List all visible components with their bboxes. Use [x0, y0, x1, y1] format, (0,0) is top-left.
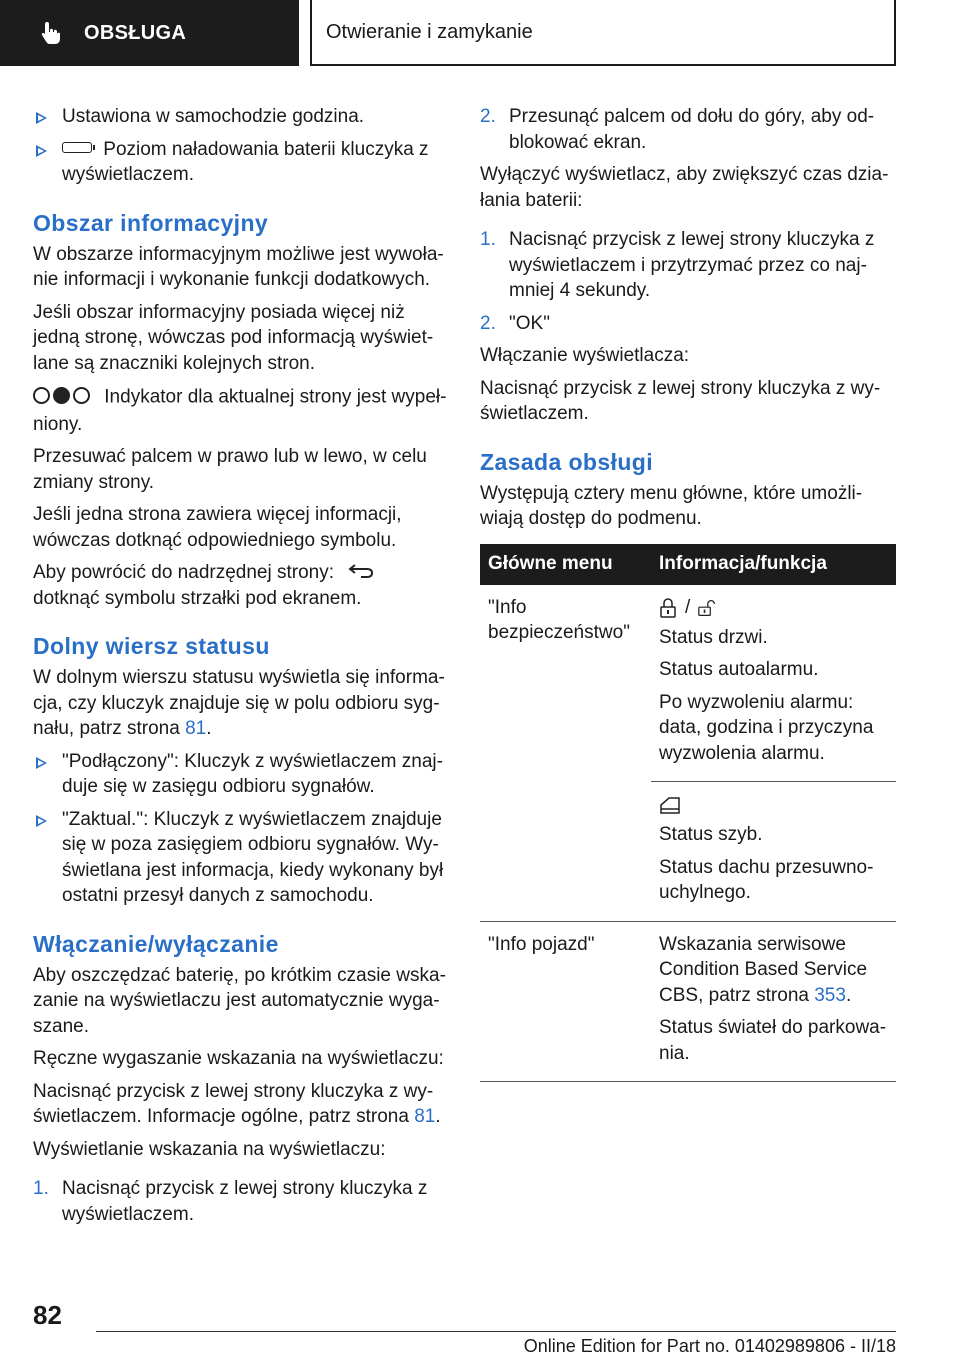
paragraph: Wyświetlanie wskazania na wyświetlaczu:: [33, 1138, 386, 1160]
footer-edition: Online Edition for Part no. 01402989806 - II/18: [523, 1336, 896, 1356]
heading-on-off: Włączanie/wyłączanie: [33, 930, 279, 957]
triangle-bullet-icon: [36, 112, 47, 124]
paragraph: Włączanie wyświetlacza:: [480, 345, 690, 366]
paragraph: Nacisnąć przycisk z lewej strony kluczyka z wyświetlaczem.: [480, 377, 881, 424]
hand-pointer-icon: [38, 20, 64, 46]
heading-principle: Zasada obsługi: [480, 448, 654, 475]
heading-info-area: Obszar informacyjny: [33, 209, 269, 236]
battery-icon: [62, 142, 92, 153]
page-number: 82: [33, 1300, 62, 1330]
heading-status-line: Dolny wiersz statusu: [33, 633, 270, 659]
table-cell: "Info bezpieczeństwo": [480, 585, 651, 922]
paragraph: W dolnym wierszu statusu wyświetla się informacja, czy kluczyk znajduje się w polu odbioru sygnału, patrz strona 81.: [33, 667, 445, 739]
chapter-tab: [310, 0, 896, 66]
table-header-menu: Główne menu: [480, 544, 651, 585]
paragraph: Występują cztery menu główne, które umożliwiają dostęp do podmenu.: [480, 482, 863, 529]
list-item: 2. Przesunąć palcem od dołu do góry, aby odblokować ekran.: [480, 106, 875, 153]
back-arrow-icon: [347, 563, 375, 579]
page-link[interactable]: 353: [814, 984, 846, 1006]
list-item: 1. Nacisnąć przycisk z lewej strony kluczyka z wyświetlaczem.: [33, 1178, 428, 1225]
chapter-title: Otwieranie i zamykanie: [326, 20, 533, 43]
list-item: 1. Nacisnąć przycisk z lewej strony kluczyka z wyświetlaczem i przytrzymać przez co najmniej 4 sekundy.: [480, 229, 875, 301]
table-row: [480, 921, 896, 1082]
table-cell: Wskazania serwisowe Condition Based Service CBS, patrz strona 353. Status świateł do parkowania.: [651, 921, 896, 1082]
footer-divider: [96, 1331, 896, 1332]
paragraph: Jeśli obszar informacyjny posiada więcej niż jedną stronę, wówczas pod informacją wyświetlane są znaczniki kolejnych stron.: [33, 301, 434, 374]
table-cell: / Status drzwi. Status autoalarmu. Po wyzwoleniu alarmu: data, godzina i przyczyna wyzwolenia alarmu.: [651, 585, 896, 782]
lock-open-icon: [698, 598, 716, 618]
triangle-bullet-icon: [36, 757, 47, 769]
paragraph: W obszarze informacyjnym możliwe jest wywołanie informacji i wykonanie funkcji dodatkowych.: [33, 243, 444, 290]
triangle-bullet-icon: [36, 145, 47, 157]
page-link[interactable]: 81: [185, 718, 207, 739]
table-row: [480, 585, 896, 782]
right-column: [480, 104, 896, 1082]
paragraph: Aby powrócić do nadrzędnej strony: dotknąć symbolu strzałki pod ekranem.: [33, 560, 448, 611]
list-item: 2. "OK": [480, 312, 550, 334]
paragraph: Przesuwać palcem w prawo lub w lewo, w celu zmiany strony.: [33, 446, 427, 493]
table-cell: Status szyb. Status dachu przesuwno-uchylnego.: [651, 782, 896, 922]
table-header-info: Informacja/funkcja: [651, 544, 896, 585]
paragraph: Indykator dla aktualnej strony jest wypełniony.: [33, 383, 448, 437]
menu-table: [480, 544, 896, 1083]
paragraph: Aby oszczędzać baterię, po krótkim czasie wskazanie na wyświetlaczu jest automatycznie wygaszane.: [33, 964, 446, 1037]
left-column: [33, 104, 448, 1234]
list-item: "Podłączony": Kluczyk z wyświetlaczem znajduje się w zasięgu odbioru sygnałów.: [33, 749, 448, 800]
list-item: Ustawiona w samochodzie godzina.: [33, 104, 448, 130]
list-item: "Zaktual.": Kluczyk z wyświetlaczem znajduje się w poza zasięgiem odbioru sygnałów. Wyświetlana jest informacja, kiedy wykonany był ostatni przesył danych z samochodu.: [33, 807, 448, 909]
lock-closed-icon: [659, 598, 677, 618]
section-tab: [0, 0, 299, 66]
paragraph: Wyłączyć wyświetlacz, aby zwiększyć czas działania baterii:: [480, 164, 889, 211]
list-item: Poziom naładowania baterii kluczyka z wyświetlaczem.: [33, 137, 448, 188]
paragraph: Jeśli jedna strona zawiera więcej informacji, wówczas dotknąć odpowiedniego symbolu.: [33, 504, 402, 551]
triangle-bullet-icon: [36, 815, 47, 827]
page-link[interactable]: 81: [414, 1106, 436, 1127]
page-indicator-icon: [33, 383, 93, 409]
window-icon: [659, 795, 681, 815]
table-cell: "Info pojazd": [480, 921, 651, 1082]
section-title: OBSŁUGA: [84, 21, 187, 44]
paragraph: Nacisnąć przycisk z lewej strony kluczyka z wyświetlaczem. Informacje ogólne, patrz strona 81.: [33, 1080, 441, 1127]
paragraph: Ręczne wygaszanie wskazania na wyświetlaczu:: [33, 1048, 444, 1069]
